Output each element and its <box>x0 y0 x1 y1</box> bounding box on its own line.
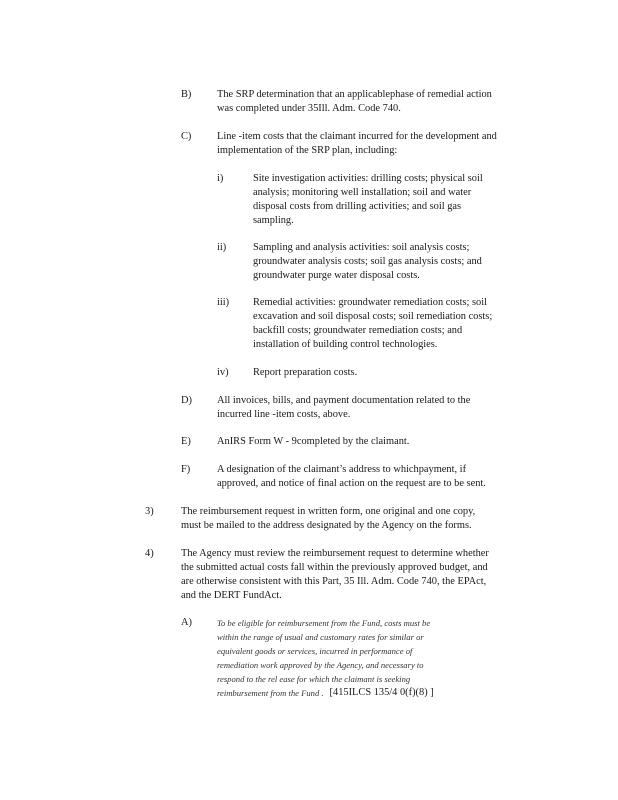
text-line-content: reimbursement from the Fund . <box>217 688 324 698</box>
text-line: AnIRS Form W - 9completed by the claimant. <box>217 436 410 447</box>
text-line-content: remediation work approved by the Agency, and necessary to <box>217 660 424 670</box>
item-text-e <box>217 435 533 449</box>
text-line: A designation of the claimant’s address to whichpayment, if <box>217 464 467 475</box>
text-line <box>217 672 517 686</box>
text-line <box>217 644 517 658</box>
text-line: All invoices, bills, and payment documentation related to the <box>217 395 471 406</box>
text-line: groundwater purge water disposal costs. <box>253 270 420 281</box>
text-line: excavation and soil disposal costs; soil remediation costs; <box>253 311 493 322</box>
text-line: must be mailed to the address designated by the Agency on the forms. <box>181 520 472 531</box>
text-line: approved, and notice of final action on the request are to be sent. <box>217 478 486 489</box>
item-text-iv <box>253 366 529 380</box>
text-line: The Agency must review the reimbursement request to determine whether <box>181 548 489 559</box>
item-marker-iv: iv) <box>217 367 229 378</box>
text-line: backfill costs; groundwater remediation costs; and <box>253 325 463 336</box>
text-line: are otherwise consistent with this Part, 35 Ill. Adm. Code 740, the EPAct, <box>181 576 487 587</box>
item-text-ii <box>253 241 521 283</box>
text-line: The reimbursement request in written form, one original and one copy, <box>181 506 476 517</box>
item-marker-i: i) <box>217 173 224 184</box>
text-line: Sampling and analysis activities: soil analysis costs; <box>253 242 470 253</box>
item-marker-c: C) <box>181 131 192 142</box>
text-line <box>217 616 517 630</box>
item-text-c <box>217 130 533 158</box>
item-text-f <box>217 463 533 491</box>
text-line: installation of building control technologies. <box>253 339 438 350</box>
item-marker-e: E) <box>181 436 191 447</box>
item-text-a <box>217 616 517 700</box>
text-line-content: within the range of usual and customary rates for similar or <box>217 632 424 642</box>
text-line <box>217 630 517 644</box>
text-line: disposal costs from drilling activities; and soil gas <box>253 201 462 212</box>
text-line: incurred line -item costs, above. <box>217 409 351 420</box>
item-text-4 <box>181 547 535 603</box>
item-text-iii <box>253 296 529 352</box>
text-line-content: respond to the rel ease for which the claimant is seeking <box>217 674 411 684</box>
item-text-b <box>217 88 532 116</box>
text-line-content: equivalent goods or services, incurred in performance of <box>217 646 413 656</box>
text-line: Line -item costs that the claimant incurred for the development and <box>217 131 497 142</box>
item-marker-a: A) <box>181 617 192 628</box>
statute-citation: [415ILCS 135/4 0(f)(8) ] <box>329 687 434 698</box>
item-marker-b: B) <box>181 89 192 100</box>
text-line: analysis; monitoring well installation; soil and water <box>253 187 472 198</box>
text-line: and the DERT FundAct. <box>181 590 282 601</box>
item-marker-iii: iii) <box>217 297 230 308</box>
text-line: Report preparation costs. <box>253 367 358 378</box>
item-marker-ii: ii) <box>217 242 227 253</box>
text-line: groundwater analysis costs; soil gas analysis costs; and <box>253 256 482 267</box>
text-line <box>217 658 517 672</box>
text-line: The SRP determination that an applicablephase of remedial action <box>217 89 492 100</box>
item-text-i <box>253 172 521 228</box>
text-line: Remedial activities: groundwater remediation costs; soil <box>253 297 488 308</box>
item-text-d <box>217 394 533 422</box>
item-marker-4: 4) <box>145 548 154 559</box>
item-text-3 <box>181 505 516 533</box>
item-marker-3: 3) <box>145 506 154 517</box>
text-line-content: To be eligible for reimbursement from the Fund, costs must be <box>217 618 431 628</box>
text-line: Site investigation activities: drilling costs; physical soil <box>253 173 483 184</box>
text-line: implementation of the SRP plan, including: <box>217 145 398 156</box>
text-line <box>217 686 517 700</box>
text-line: sampling. <box>253 215 294 226</box>
text-line: the submitted actual costs fall within the previously approved budget, and <box>181 562 488 573</box>
item-marker-d: D) <box>181 395 192 406</box>
item-marker-f: F) <box>181 464 191 475</box>
text-line: was completed under 35Ill. Adm. Code 740. <box>217 103 401 114</box>
